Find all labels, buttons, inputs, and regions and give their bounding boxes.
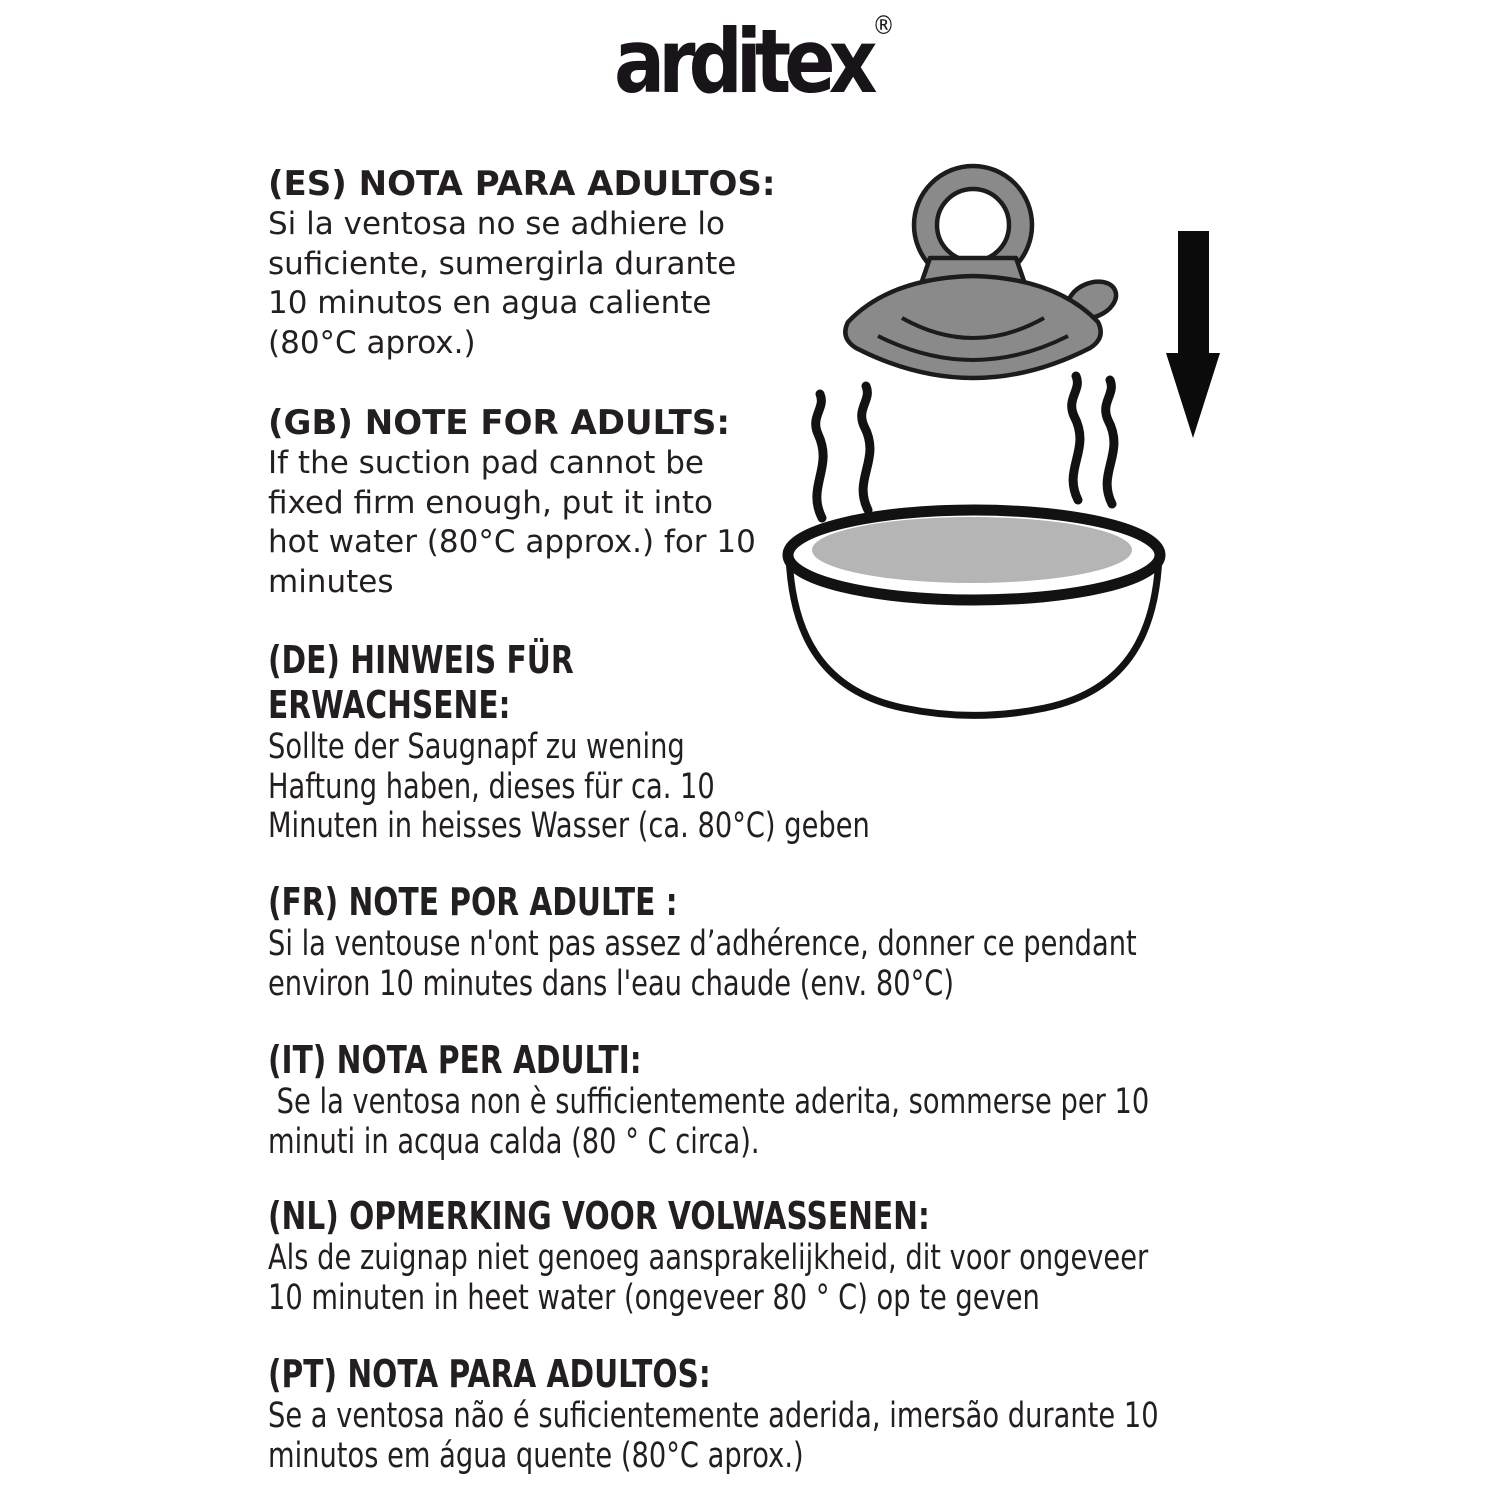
section-nl bbox=[268, 1194, 1148, 1318]
section-pt bbox=[268, 1352, 1159, 1476]
section-gb bbox=[268, 402, 756, 602]
brand-logo bbox=[614, 10, 895, 113]
body-line: environ 10 minutes dans l'eau chaude (env. 80°C) bbox=[268, 963, 954, 1004]
body-line: Sollte der Saugnapf zu wening bbox=[268, 727, 685, 767]
body-line: Minuten in heisses Wasser (ca. 80°C) geben bbox=[268, 806, 870, 846]
section-es bbox=[268, 163, 776, 363]
section-de-heading: (DE) HINWEIS FÜR bbox=[268, 638, 574, 682]
steam-icon bbox=[816, 376, 1114, 518]
section-fr-heading: (FR) NOTE POR ADULTE : bbox=[268, 880, 678, 924]
down-arrow-icon bbox=[1166, 231, 1220, 438]
hot-water-surface bbox=[812, 517, 1132, 583]
section-gb-heading: (GB) NOTE FOR ADULTS: bbox=[268, 403, 730, 443]
body-line: If the suction pad cannot be bbox=[268, 445, 704, 481]
body-line: 10 minutos en agua caliente bbox=[268, 285, 712, 321]
body-line: 10 minuten in heet water (ongeveer 80 ° C) op te geven bbox=[268, 1277, 1040, 1318]
body-line: suficiente, sumergirla durante bbox=[268, 245, 737, 282]
brand-logo-text: arditex bbox=[614, 10, 871, 113]
section-it bbox=[268, 1038, 1149, 1162]
body-line: minuti in acqua calda (80 ° C circa). bbox=[268, 1121, 760, 1162]
body-line: Haftung haben, dieses für ca. 10 bbox=[268, 766, 715, 807]
body-line: hot water (80°C approx.) for 10 bbox=[268, 524, 756, 560]
body-line: Si la ventosa no se adhiere lo bbox=[268, 206, 725, 242]
section-de-heading2: ERWACHSENE: bbox=[268, 683, 511, 727]
section-it-heading: (IT) NOTA PER ADULTI: bbox=[268, 1038, 642, 1082]
suction-cup-icon bbox=[845, 166, 1121, 378]
section-es-heading: (ES) NOTA PARA ADULTOS: bbox=[268, 164, 776, 204]
section-nl-heading: (NL) OPMERKING VOOR VOLWASSENEN: bbox=[268, 1194, 930, 1238]
body-line: minutes bbox=[268, 563, 394, 600]
body-line: minutos em água quente (80°C aprox.) bbox=[268, 1435, 804, 1476]
section-fr bbox=[268, 880, 1137, 1004]
body-line: Si la ventouse n'ont pas assez d’adhérence, donner ce pendant bbox=[268, 924, 1137, 964]
section-pt-heading: (PT) NOTA PARA ADULTOS: bbox=[268, 1352, 711, 1396]
body-line: Se la ventosa non è sufficientemente aderita, sommerse per 10 bbox=[268, 1082, 1150, 1122]
registered-trademark-icon: ® bbox=[872, 11, 895, 41]
section-de bbox=[268, 638, 870, 847]
body-line: Se a ventosa não é suficientemente aderida, imersão durante 10 bbox=[268, 1396, 1159, 1436]
body-line: Als de zuignap niet genoeg aansprakelijkheid, dit voor ongeveer bbox=[268, 1238, 1149, 1278]
body-line: fixed firm enough, put it into bbox=[268, 484, 714, 521]
body-line: (80°C aprox.) bbox=[268, 324, 476, 361]
